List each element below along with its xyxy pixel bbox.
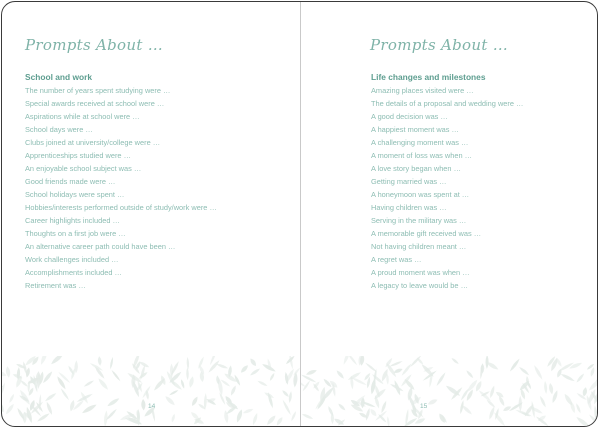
- leaf-shape: [485, 356, 488, 369]
- leaf-shape: [42, 370, 54, 384]
- leaf-shape: [403, 378, 416, 391]
- leaf-shape: [518, 366, 530, 376]
- leaf-shape: [314, 395, 326, 410]
- leaf-shape: [305, 369, 317, 377]
- leaf-shape: [207, 359, 221, 374]
- prompt-item: A legacy to leave would be …: [371, 281, 468, 291]
- leaf-shape: [493, 411, 507, 426]
- leaf-shape: [587, 377, 598, 392]
- leaf-shape: [594, 369, 598, 382]
- leaf-pattern-footer: [301, 356, 598, 426]
- leaf-shape: [60, 388, 70, 401]
- leaf-shape: [153, 377, 167, 392]
- prompt-item: A proud moment was when …: [371, 268, 470, 278]
- prompt-section: [371, 71, 523, 292]
- leaf-shape: [575, 403, 582, 414]
- leaf-shape: [301, 413, 313, 421]
- right-page: [301, 2, 598, 426]
- leaf-shape: [266, 414, 277, 426]
- page-number: 15: [420, 403, 428, 410]
- leaf-shape: [365, 408, 371, 421]
- prompt-item: Clubs joined at university/college were …: [25, 138, 161, 148]
- prompt-item: Thoughts on a first job were …: [25, 229, 126, 239]
- leaf-shape: [502, 405, 512, 412]
- leaf-shape: [39, 356, 48, 366]
- leaf-shape: [249, 357, 258, 367]
- leaf-shape: [230, 385, 238, 397]
- leaf-shape: [544, 381, 548, 394]
- leaf-shape: [111, 369, 122, 382]
- section-heading: Life changes and milestones: [371, 72, 486, 82]
- leaf-shape: [369, 408, 378, 418]
- prompt-item: A good decision was …: [371, 112, 448, 122]
- leaf-shape: [44, 392, 57, 403]
- prompt-item: Career highlights included …: [25, 216, 120, 226]
- prompt-item: A memorable gift received was …: [371, 229, 482, 239]
- prompt-item: Not having children meant …: [371, 242, 467, 252]
- leaf-shape: [465, 369, 474, 378]
- leaf-shape: [533, 364, 544, 380]
- leaf-shape: [106, 397, 120, 408]
- leaf-shape: [242, 408, 253, 415]
- leaf-shape: [141, 399, 146, 411]
- leaf-shape: [347, 356, 358, 366]
- leaf-shape: [427, 398, 438, 406]
- page-number: 14: [148, 403, 156, 410]
- prompt-item: Accomplishments included …: [25, 268, 122, 278]
- leaf-shape: [575, 415, 591, 426]
- leaf-shape: [69, 400, 76, 412]
- leaf-shape: [486, 399, 496, 409]
- prompt-item: Serving in the military was …: [371, 216, 467, 226]
- leaf-shape: [288, 391, 292, 403]
- leaf-shape: [290, 411, 297, 422]
- leaf-shape: [81, 403, 98, 415]
- leaf-shape: [83, 379, 94, 387]
- leaf-shape: [337, 402, 346, 411]
- leaf-shape: [20, 379, 29, 387]
- leaf-shape: [186, 357, 189, 370]
- leaf-shape: [363, 372, 371, 381]
- prompt-item: School days were …: [25, 125, 93, 135]
- leaf-shape: [240, 364, 250, 374]
- leaf-shape: [5, 366, 11, 378]
- prompt-item: Good friends made were …: [25, 177, 116, 187]
- prompt-item: Aspirations while at school were …: [25, 112, 140, 122]
- leaf-shape: [97, 377, 110, 391]
- leaf-shape: [109, 357, 114, 370]
- leaf-shape: [489, 385, 496, 399]
- left-page: [2, 2, 300, 426]
- leaf-shape: [380, 400, 388, 413]
- prompt-item: An enjoyable school subject was …: [25, 164, 142, 174]
- leaf-shape: [171, 413, 176, 423]
- leaf-shape: [435, 372, 446, 387]
- prompt-item: Apprenticeships studied were …: [25, 151, 131, 161]
- leaf-shape: [5, 403, 16, 415]
- prompt-item: A honeymoon was spent at …: [371, 190, 470, 200]
- leaf-shape: [281, 389, 290, 398]
- leaf-shape: [414, 417, 426, 425]
- prompt-item: A regret was …: [371, 255, 422, 265]
- leaf-shape: [252, 413, 259, 426]
- prompt-item: A moment of loss was when …: [371, 151, 473, 161]
- leaf-shape: [45, 401, 53, 415]
- prompt-item: A challenging moment was …: [371, 138, 469, 148]
- leaf-shape: [235, 409, 243, 424]
- leaf-shape: [509, 358, 521, 373]
- leaf-shape: [8, 393, 15, 403]
- leaf-shape: [50, 356, 65, 366]
- section-heading: School and work: [25, 72, 93, 82]
- leaf-shape: [169, 389, 179, 396]
- leaf-shape: [400, 363, 412, 377]
- leaf-shape: [282, 399, 292, 416]
- leaf-shape: [386, 416, 390, 426]
- leaf-shape: [560, 373, 576, 383]
- leaf-shape: [302, 380, 311, 392]
- leaf-shape: [218, 392, 226, 406]
- leaf-shape: [478, 389, 492, 402]
- prompt-item: Retirement was …: [25, 281, 86, 291]
- leaf-shape: [539, 395, 547, 408]
- leaf-shape: [269, 372, 276, 381]
- prompt-section: [25, 71, 217, 292]
- leaf-shape: [76, 392, 93, 403]
- prompt-item: A love story began when …: [371, 164, 461, 174]
- leaf-shape: [2, 400, 5, 413]
- leaf-shape: [190, 396, 199, 407]
- leaf-shape: [373, 387, 387, 400]
- leaf-shape: [2, 382, 6, 395]
- prompt-item: Hobbies/interests performed outside of study/work were …: [25, 203, 217, 213]
- leaf-shape: [186, 367, 189, 380]
- leaf-shape: [141, 385, 151, 399]
- prompt-item: The number of years spent studying were …: [25, 86, 171, 96]
- prompt-item: The details of a proposal and wedding were …: [371, 99, 524, 109]
- leaf-pattern-footer: [2, 356, 300, 426]
- leaf-shape: [2, 414, 3, 426]
- leaf-shape: [451, 357, 460, 365]
- leaf-shape: [575, 373, 585, 384]
- prompt-item: Having children was …: [371, 203, 447, 213]
- leaf-shape: [335, 369, 345, 379]
- leaf-shape: [188, 376, 195, 388]
- leaf-shape: [275, 416, 284, 426]
- leaf-shape: [293, 372, 298, 388]
- prompt-item: School holidays were spent …: [25, 190, 125, 200]
- leaf-shape: [393, 380, 402, 396]
- page-title: Prompts About …: [370, 36, 509, 54]
- leaf-shape: [164, 395, 176, 407]
- prompt-item: An alternative career path could have been …: [25, 242, 176, 252]
- prompt-item: Work challenges included …: [25, 255, 119, 265]
- leaf-shape: [257, 380, 268, 388]
- prompt-item: Special awards received at school were …: [25, 99, 165, 109]
- prompt-item: Amazing places visited were …: [371, 86, 474, 96]
- book-spread: [1, 1, 598, 427]
- leaf-shape: [249, 367, 261, 376]
- leaf-shape: [548, 383, 554, 395]
- leaf-shape: [180, 379, 185, 389]
- page-title: Prompts About …: [25, 36, 164, 54]
- leaf-shape: [97, 356, 102, 366]
- prompt-item: A happiest moment was …: [371, 125, 459, 135]
- prompt-item: Getting married was …: [371, 177, 447, 187]
